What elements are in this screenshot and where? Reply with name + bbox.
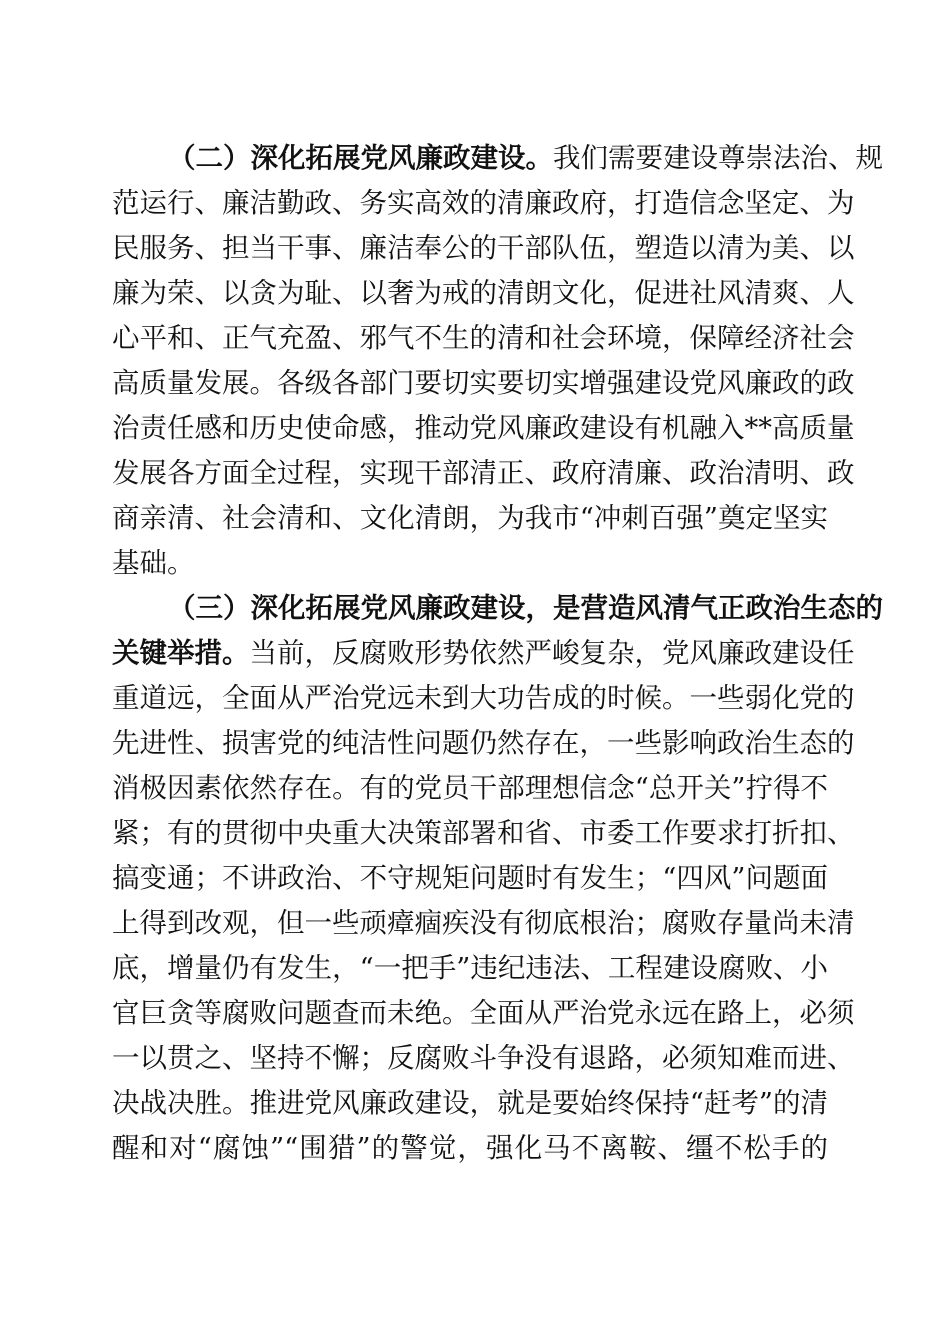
paragraph-line: 先进性、损害党的纯洁性问题仍然存在，一些影响政治生态的	[112, 727, 855, 759]
paragraph-line: 一以贯之、坚持不懈；反腐败斗争没有退路，必须知难而进、	[112, 1042, 855, 1074]
paragraph-line: 商亲清、社会清和、文化清朗，为我市“冲刺百强”奠定坚实	[112, 502, 828, 534]
paragraph-line: 醒和对“腐蚀”“围猎”的警觉，强化马不离鞍、缰不松手的	[112, 1132, 828, 1164]
paragraph-heading-continued: 关键举措。	[112, 637, 250, 669]
paragraph-line: 消极因素依然存在。有的党员干部理想信念“总开关”拧得不	[112, 772, 828, 804]
paragraph-line: 范运行、廉洁勤政、务实高效的清廉政府，打造信念坚定、为	[112, 187, 855, 219]
paragraph-line: 发展各方面全过程，实现干部清正、政府清廉、政治清明、政	[112, 457, 855, 489]
paragraph-heading: （三）深化拓展党风廉政建设，是营造风清气正政治生态的	[168, 592, 883, 624]
paragraph-line: 上得到改观，但一些顽瘴痼疾没有彻底根治；腐败存量尚未清	[112, 907, 855, 939]
paragraph-line: 重道远，全面从严治党远未到大功告成的时候。一些弱化党的	[112, 682, 855, 714]
paragraph-line: 基础。	[112, 547, 195, 579]
paragraph-line: 高质量发展。各级各部门要切实要切实增强建设党风廉政的政	[112, 367, 855, 399]
paragraph-line: 决战决胜。推进党风廉政建设，就是要始终保持“赶考”的清	[112, 1087, 828, 1119]
paragraph-line: 治责任感和历史使命感，推动党风廉政建设有机融入**高质量	[112, 412, 855, 444]
paragraph-line: 廉为荣、以贪为耻、以奢为戒的清朗文化，促进社风清爽、人	[112, 277, 855, 309]
paragraph-heading: （二）深化拓展党风廉政建设。	[168, 142, 553, 174]
paragraph-line: 紧；有的贯彻中央重大决策部署和省、市委工作要求打折扣、	[112, 817, 855, 849]
paragraph-line: 民服务、担当干事、廉洁奉公的干部队伍，塑造以清为美、以	[112, 232, 855, 264]
paragraph-line	[168, 586, 883, 630]
paragraph-line: 关键举措。当前，反腐败形势依然严峻复杂，党风廉政建设任	[112, 637, 855, 669]
paragraph-line: 搞变通；不讲政治、不守规矩问题时有发生；“四风”问题面	[112, 862, 828, 894]
paragraph-line: 官巨贪等腐败问题查而未绝。全面从严治党永远在路上，必须	[112, 997, 855, 1029]
paragraph-line: 心平和、正气充盈、邪气不生的清和社会环境，保障经济社会	[112, 322, 855, 354]
paragraph-line: 底，增量仍有发生，“一把手”违纪违法、工程建设腐败、小	[112, 952, 828, 984]
paragraph-line: （二）深化拓展党风廉政建设。我们需要建设尊崇法治、规	[168, 142, 883, 174]
